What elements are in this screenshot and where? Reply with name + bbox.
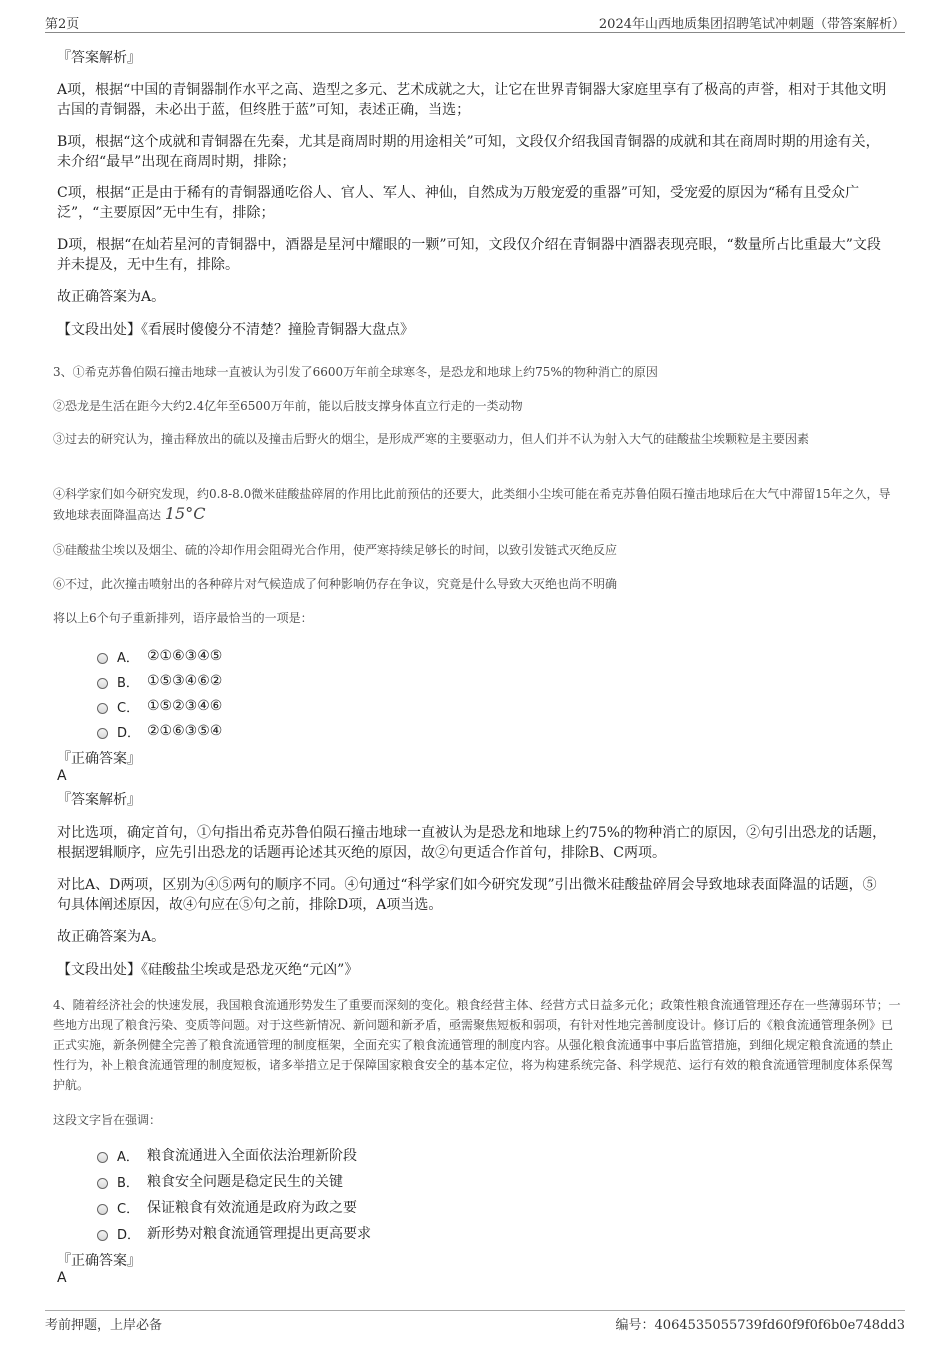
q2-analysis-d: D项，根据“在灿若星河的青铜器中，酒器是星河中耀眼的一颗”可知，文段仅介绍在青铜器中酒器表现亮眼，“数量所占比重最大”文段并未提及，无中生有，排除。 — [57, 237, 881, 273]
q3-sentence-2: ②恐龙是生活在距今大约2.4亿年至6500万年前，能以后肢支撑身体直立行走的一类动物 — [53, 399, 523, 413]
q4-correct-label: 『正确答案』 — [57, 1253, 141, 1269]
document-id: 编号：4064535055739fd60f9f0f6b0e748dd3 — [615, 1318, 905, 1333]
q3-sentence-6: ⑥不过，此次撞击喷射出的各种碎片对气候造成了何种影响仍存在争议，究竟是什么导致大灭绝也尚不明确 — [53, 577, 618, 591]
q4-option-c[interactable]: C． 保证粮食有效流通是政府为政之要 — [97, 1196, 357, 1218]
q4-stem: 4、随着经济社会的快速发展，我国粮食流通形势发生了重要而深刻的变化。粮食经营主体、经营方式日益多元化；政策性粮食流通管理还存在一些薄弱环节；一些地方出现了粮食污染、变质等问题。对于这些新情况、新问题和新矛盾，亟需聚焦短板和弱项，有针对性地完善制度设计。修订后的《粮食流通管理条例》已正式实施，新条例健全完善了粮食流通管理的制度框架，全面充实了粮食流通管理的制度内容。从强化粮食流通事中事后监管措施，到细化规定粮食流通的禁止性行为，补上粮食流通管理的制度短板，诸多举措立足于保障国家粮食安全的基本定位，将为构建系统完备、科学规范、运行有效的粮食流通管理制度体系保驾护航。 — [53, 998, 901, 1092]
q4-option-d[interactable]: D． 新形势对粮食流通管理提出更高要求 — [97, 1222, 371, 1244]
radio-icon[interactable] — [97, 653, 108, 664]
q3-analysis-label: 『答案解析』 — [57, 792, 141, 808]
temperature-formula: 15°C — [164, 504, 206, 523]
q4-option-b[interactable]: B． 粮食安全问题是稳定民生的关键 — [97, 1170, 343, 1192]
page-header — [45, 12, 905, 33]
q3-sentence-4-text: ④科学家们如今研究发现，约0.8-8.0微米硅酸盐碎屑的作用比此前预估的还要大，此类细小尘埃可能在希克苏鲁伯陨石撞击地球后在大气中滞留15年之久，导致地球表面降温高达 — [53, 487, 891, 522]
q3-sentence-4 — [53, 484, 898, 525]
document-title: 2024年山西地质集团招聘笔试冲刺题（带答案解析） — [598, 16, 905, 32]
radio-icon[interactable] — [97, 703, 108, 714]
q3-prompt: 将以上6个句子重新排列，语序最恰当的一项是： — [53, 611, 313, 625]
radio-icon[interactable] — [97, 728, 108, 739]
q4-correct-answer: A — [57, 1270, 67, 1286]
q2-analysis-b: B项，根据“这个成就和青铜器在先秦，尤其是商周时期的用途相关”可知，文段仅介绍我国青铜器的成就和其在商周时期的用途有关，未介绍“最早”出现在商周时期，排除； — [57, 134, 880, 170]
page-number: 第2页 — [45, 16, 80, 32]
q4-prompt: 这段文字旨在强调： — [53, 1113, 162, 1127]
q3-correct-answer: A — [57, 768, 67, 784]
q2-source: 【文段出处】《看展时傻傻分不清楚？撞脸青铜器大盘点》 — [57, 322, 414, 338]
q3-analysis-p1: 对比选项，确定首句，①句指出希克苏鲁伯陨石撞击地球一直被认为是恐龙和地球上约75%的物种消亡的原因，②句引出恐龙的话题，根据逻辑顺序，应先引出恐龙的话题再论述其灭绝的原因，故②句更适合作首句，排除B、C两项。 — [57, 825, 887, 861]
q3-analysis-p2: 对比A、D两项，区别为④⑤两句的顺序不同。④句通过“科学家们如今研究发现”引出微米硅酸盐碎屑会导致地球表面降温的话题，⑤句具体阐述原因，故④句应在⑤句之前，排除D项，A项当选。 — [57, 877, 877, 913]
q2-analysis-c: C项，根据“正是由于稀有的青铜器通吃俗人、官人、军人、神仙，自然成为万般宠爱的重器”可知，受宠爱的原因为“稀有且受众广泛”，“主要原因”无中生有，排除； — [57, 185, 860, 221]
q4-option-a[interactable]: A． 粮食流通进入全面依法治理新阶段 — [97, 1144, 357, 1166]
radio-icon[interactable] — [97, 1230, 108, 1241]
q3-correct-label: 『正确答案』 — [57, 751, 141, 767]
q3-option-c[interactable]: C． ①⑤②③④⑥ — [97, 695, 222, 717]
q3-sentence-1: 3、①希克苏鲁伯陨石撞击地球一直被认为引发了6600万年前全球寒冬，是恐龙和地球上约75%的物种消亡的原因 — [53, 365, 658, 379]
footer-slogan: 考前押题，上岸必备 — [45, 1318, 163, 1333]
q3-option-d[interactable]: D． ②①⑥③⑤④ — [97, 720, 222, 742]
page-footer — [45, 1310, 905, 1333]
radio-icon[interactable] — [97, 1204, 108, 1215]
q2-analysis-a: A项，根据“中国的青铜器制作水平之高、造型之多元、艺术成就之大，让它在世界青铜器大家庭里享有了极高的声誉，相对于其他文明古国的青铜器，未必出于蓝，但终胜于蓝”可知，表述正确，当选； — [57, 82, 887, 118]
radio-icon[interactable] — [97, 1152, 108, 1163]
q3-sentence-5: ⑤硅酸盐尘埃以及烟尘、硫的冷却作用会阻碍光合作用，使严寒持续足够长的时间，以致引发链式灭绝反应 — [53, 543, 618, 557]
q3-option-a[interactable]: A． ②①⑥③④⑤ — [97, 645, 222, 667]
q3-sentence-3: ③过去的研究认为，撞击释放出的硫以及撞击后野火的烟尘，是形成严寒的主要驱动力，但人们并不认为射入大气的硅酸盐尘埃颗粒是主要因素 — [53, 432, 810, 446]
radio-icon[interactable] — [97, 1178, 108, 1189]
radio-icon[interactable] — [97, 678, 108, 689]
q2-conclusion: 故正确答案为A。 — [57, 289, 166, 305]
q3-source: 【文段出处】《硅酸盐尘埃或是恐龙灭绝“元凶”》 — [57, 962, 359, 978]
q2-analysis-label: 『答案解析』 — [57, 50, 141, 66]
q3-option-b[interactable]: B． ①⑤③④⑥② — [97, 670, 222, 692]
q3-conclusion: 故正确答案为A。 — [57, 929, 166, 945]
